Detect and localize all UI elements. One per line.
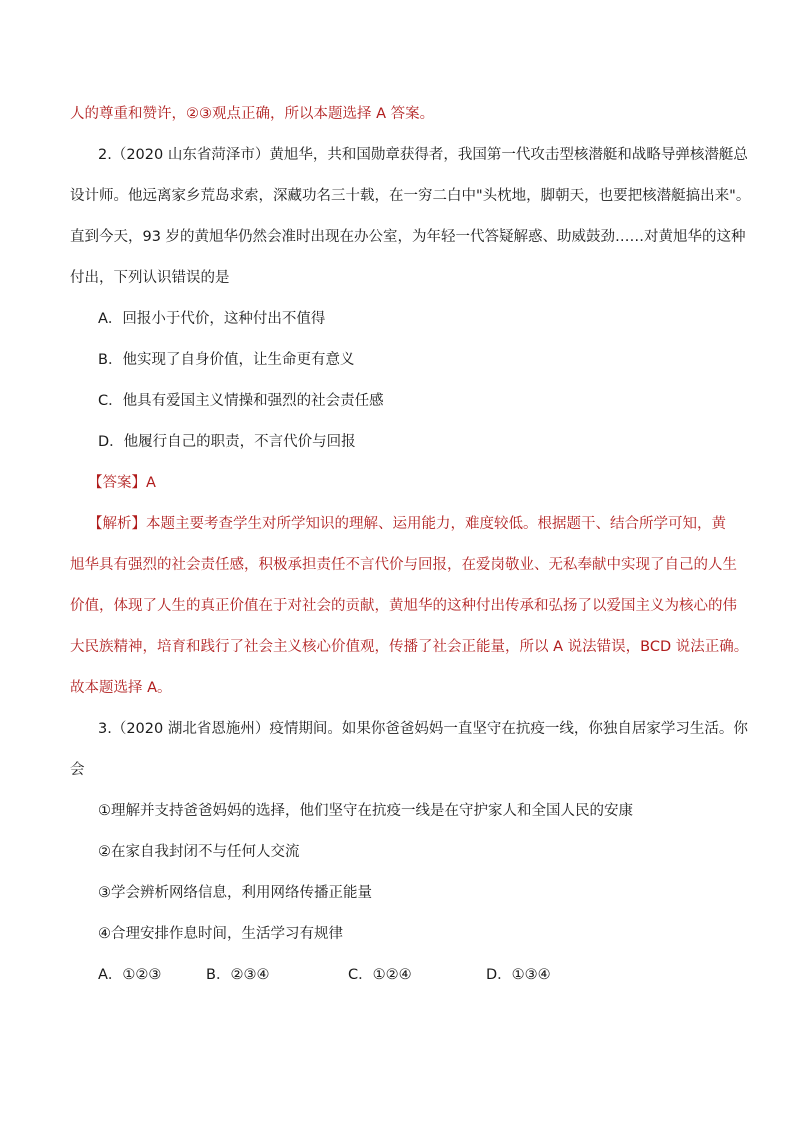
q3-statement-3: ③学会辨析网络信息，利用网络传播正能量 [98,885,372,901]
q2-analysis-line-4: 大民族精神，培育和践行了社会主义核心价值观，传播了社会正能量，所以 A 说法错误，BCD 说法正确。 [70,639,749,655]
q3-option-b: B．②③④ [206,967,270,983]
q2-stem-line-2: 设计师。他远离家乡荒岛求索，深藏功名三十载，在一穷二白中"头枕地，脚朝天，也要把核潜艇搞出来"。 [70,188,751,204]
q3-statement-4: ④合理安排作息时间，生活学习有规律 [98,926,343,942]
q3-option-d: D．①③④ [486,967,551,983]
q3-option-c: C．①②④ [348,967,412,983]
q2-analysis-line-5: 故本题选择 A。 [70,680,172,696]
q2-analysis-line-2: 旭华具有强烈的社会责任感，积极承担责任不言代价与回报，在爱岗敬业、无私奉献中实现了自己的人生 [70,557,737,573]
q2-option-a: A．回报小于代价，这种付出不值得 [98,311,326,327]
q2-option-b: B．他实现了自身价值，让生命更有意义 [98,352,355,368]
q2-analysis-line-1: 【解析】本题主要考查学生对所学知识的理解、运用能力，难度较低。根据题干、结合所学可知，黄 [88,516,726,532]
q2-analysis-line-3: 价值，体现了人生的真正价值在于对社会的贡献，黄旭华的这种付出传承和弘扬了以爱国主义为核心的伟 [70,598,737,614]
q2-answer: 【答案】A [88,475,156,491]
q3-statement-2: ②在家自我封闭不与任何人交流 [98,844,300,860]
q2-stem-line-4: 付出，下列认识错误的是 [70,270,230,286]
q2-option-d: D．他履行自己的职责，不言代价与回报 [98,434,356,450]
prev-analysis-tail: 人的尊重和赞许，②③观点正确，所以本题选择 A 答案。 [70,106,435,122]
q3-statement-1: ①理解并支持爸爸妈妈的选择，他们坚守在抗疫一线是在守护家人和全国人民的安康 [98,803,633,819]
q2-stem-line-1: 2.（2020 山东省菏泽市）黄旭华，共和国勋章获得者，我国第一代攻击型核潜艇和战略导弹核潜艇总 [98,147,748,163]
q3-stem-line-1: 3.（2020 湖北省恩施州）疫情期间。如果你爸爸妈妈一直坚守在抗疫一线，你独自居家学习生活。你 [98,721,748,737]
q3-stem-line-2: 会 [70,762,85,778]
q2-stem-line-3: 直到今天，93 岁的黄旭华仍然会准时出现在办公室，为年轻一代答疑解惑、助威鼓劲……对黄旭华的这种 [70,229,746,245]
q3-option-a: A．①②③ [98,967,162,983]
q2-option-c: C．他具有爱国主义情操和强烈的社会责任感 [98,393,384,409]
